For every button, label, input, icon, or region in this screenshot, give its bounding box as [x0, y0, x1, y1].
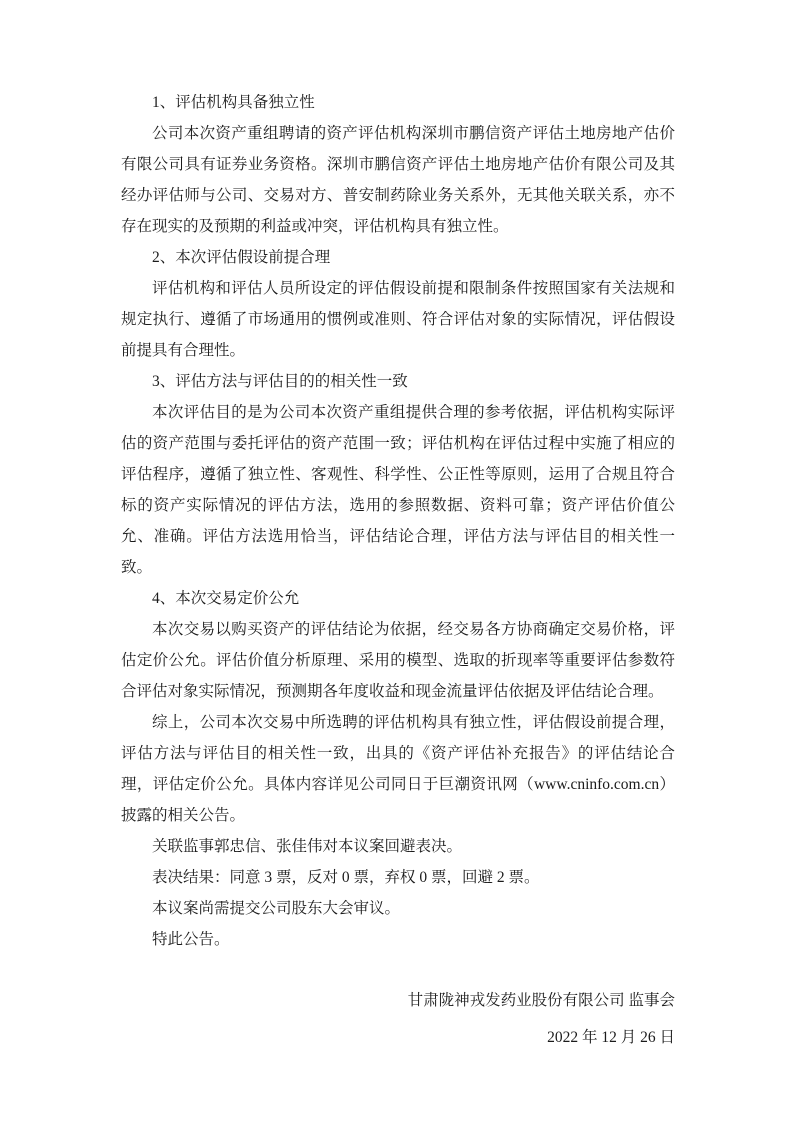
section-1-heading: 1、评估机构具备独立性: [152, 94, 315, 111]
document-content: [121, 87, 675, 1056]
section-4-heading: 4、本次交易定价公允: [152, 590, 300, 607]
section-1-body: 公司本次资产重组聘请的资产评估机构深圳市鹏信资产评估土地房地产估价有限公司具有证券业务资格。深圳市鹏信资产评估土地房地产估价有限公司及其经办评估师与公司、交易对方、普安制药除业务关系外，无其他关联关系，亦不存在现实的及预期的利益或冲突，评估机构具有独立性。: [121, 125, 675, 235]
section-2-heading: 2、本次评估假设前提合理: [152, 249, 331, 266]
submission-line: 本议案尚需提交公司股东大会审议。: [152, 900, 401, 917]
section-3-heading: 3、评估方法与评估目的的相关性一致: [152, 373, 408, 390]
signature-date: 2022 年 12 月 26 日: [547, 1029, 675, 1046]
recusal-line: 关联监事郭忠信、张佳伟对本议案回避表决。: [152, 838, 463, 855]
signature-company: 甘肃陇神戎发药业股份有限公司 监事会: [407, 992, 675, 1009]
section-4-body: 本次交易以购买资产的评估结论为依据，经交易各方协商确定交易价格，评估定价公允。评估价值分析原理、采用的模型、选取的折现率等重要评估参数符合评估对象实际情况，预测期各年度收益和现金流量评估依据及评估结论合理。: [121, 621, 675, 700]
section-3-body: 本次评估目的是为公司本次资产重组提供合理的参考依据，评估机构实际评估的资产范围与委托评估的资产范围一致；评估机构在评估过程中实施了相应的评估程序，遵循了独立性、客观性、科学性、公正性等原则，运用了合规且符合标的资产实际情况的评估方法，选用的参照数据、资料可靠；资产评估价值公允、准确。评估方法选用恰当，评估结论合理，评估方法与评估目的相关性一致。: [121, 404, 675, 576]
closing-line: 特此公告。: [152, 931, 230, 948]
vote-result-line: 表决结果：同意 3 票，反对 0 票，弃权 0 票，回避 2 票。: [152, 869, 540, 886]
signature-block: [121, 982, 675, 1056]
summary-paragraph: 综上，公司本次交易中所选聘的评估机构具有独立性，评估假设前提合理，评估方法与评估目的相关性一致，出具的《资产评估补充报告》的评估结论合理，评估定价公允。具体内容详见公司同日于巨潮资讯网（www.cninfo.com.cn）披露的相关公告。: [121, 714, 675, 824]
section-2-body: 评估机构和评估人员所设定的评估假设前提和限制条件按照国家有关法规和规定执行、遵循了市场通用的惯例或准则、符合评估对象的实际情况，评估假设前提具有合理性。: [121, 280, 675, 359]
